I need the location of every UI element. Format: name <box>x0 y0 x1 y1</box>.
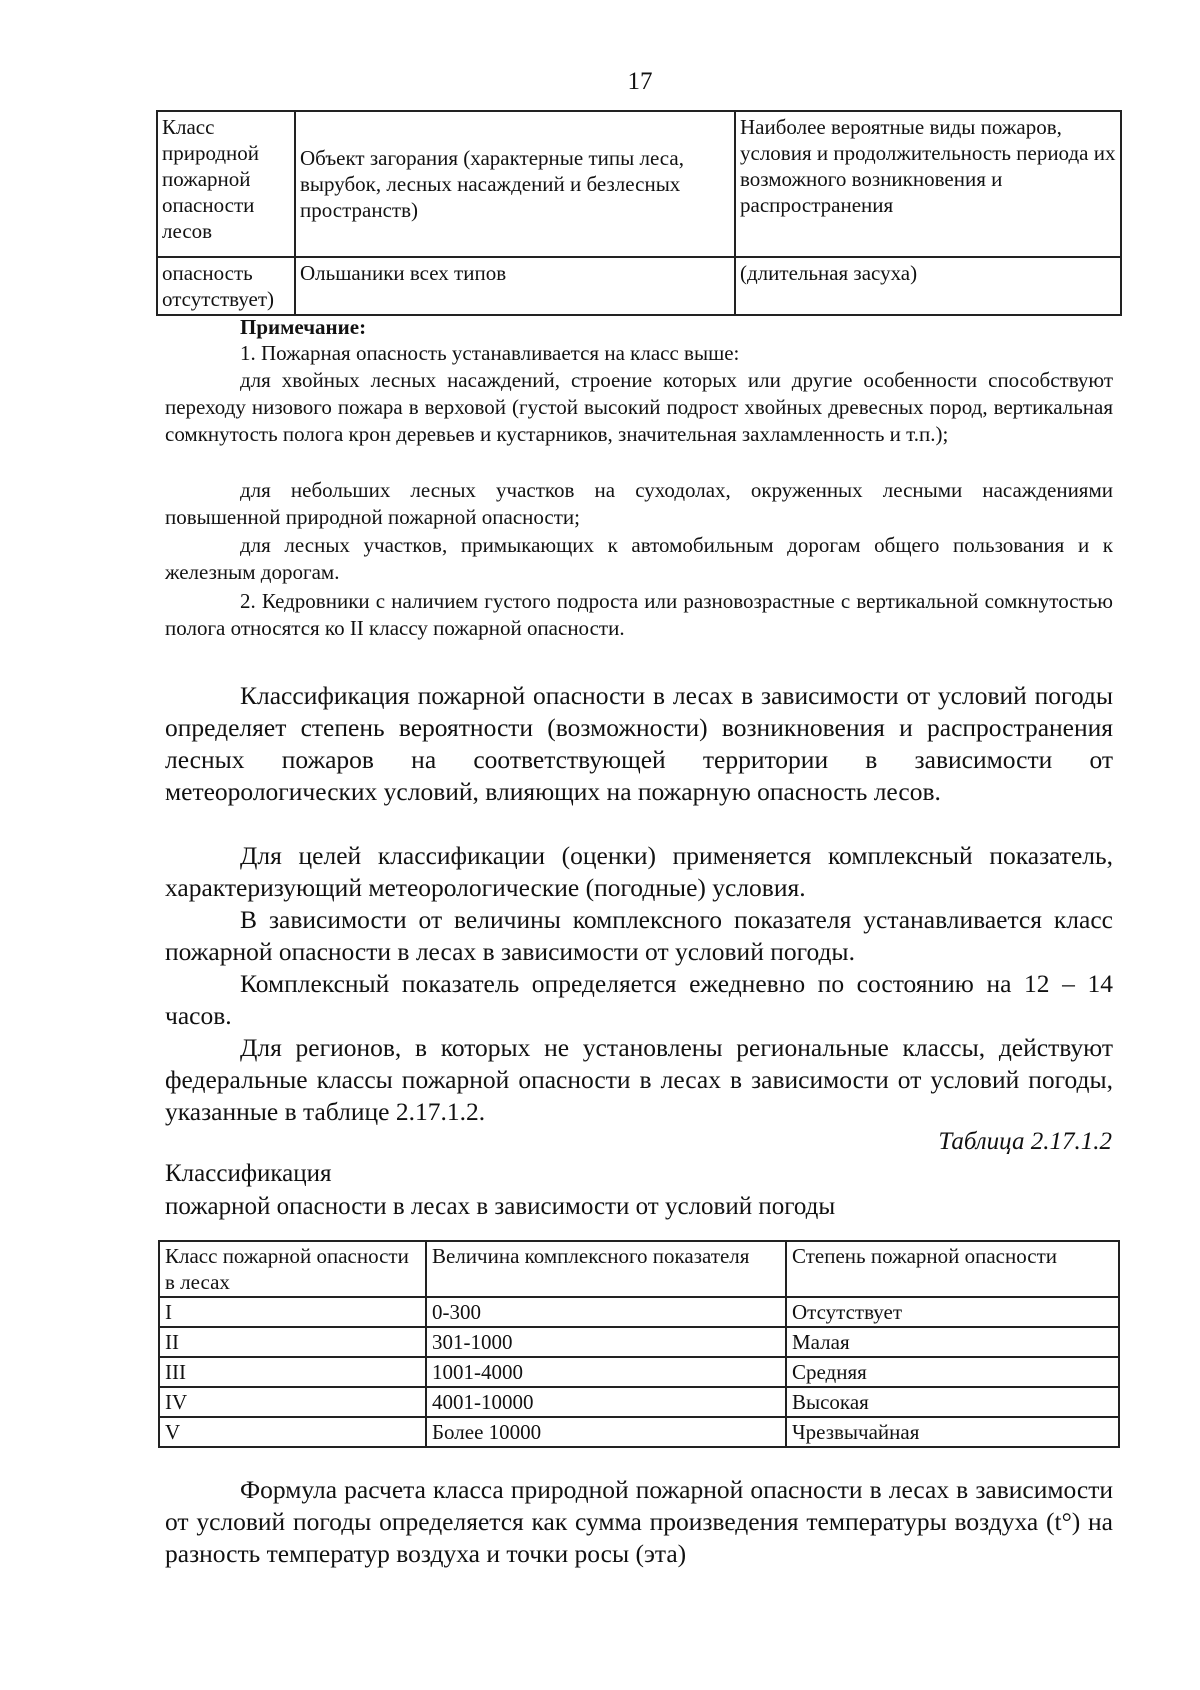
note-paragraph: для лесных участков, примыкающих к автомобильным дорогам общего пользования и к железным дорогам. <box>165 533 1113 584</box>
body-paragraph: Комплексный показатель определяется ежедневно по состоянию на 12 – 14 часов. <box>165 969 1113 1030</box>
table-cell: Средняя <box>786 1357 1119 1387</box>
header-cell-class: Класс природной пожарной опасности лесов <box>157 111 295 257</box>
table-cell: Высокая <box>786 1387 1119 1417</box>
table-cell: Чрезвычайная <box>786 1417 1119 1447</box>
note-item-2: 2. Кедровники с наличием густого подроста или разновозрастные с вертикальной сомкнутостью полога относятся ко II классу пожарной опасности. <box>165 589 1113 640</box>
table-cell: Отсутствует <box>786 1297 1119 1327</box>
table-cell: 301-1000 <box>426 1327 786 1357</box>
table-row <box>159 1357 1119 1387</box>
table-row <box>157 257 1121 315</box>
table-row <box>159 1297 1119 1327</box>
body-paragraph: В зависимости от величины комплексного показателя устанавливается класс пожарной опасности в лесах в зависимости от условий погоды. <box>165 905 1113 966</box>
table-header-row <box>159 1241 1119 1297</box>
table-cell: (длительная засуха) <box>735 257 1121 315</box>
header-cell-object: Объект загорания (характерные типы леса, вырубок, лесных насаждений и безлесных пространств) <box>295 111 735 257</box>
table-title-line2: пожарной опасности в лесах в зависимости от условий погоды <box>165 1193 836 1220</box>
table-cell: 0-300 <box>426 1297 786 1327</box>
table-row <box>159 1387 1119 1417</box>
header-cell-index: Величина комплексного показателя <box>426 1241 786 1297</box>
table-cell: опасность отсутствует) <box>157 257 295 315</box>
table-cell: III <box>159 1357 426 1387</box>
header-cell-fire-types: Наиболее вероятные виды пожаров, условия и продолжительность периода их возможного возникновения и распространения <box>735 111 1121 257</box>
table-row <box>159 1417 1119 1447</box>
table-cell: 4001-10000 <box>426 1387 786 1417</box>
header-cell-class: Класс пожарной опасности в лесах <box>159 1241 426 1297</box>
formula-paragraph: Формула расчета класса природной пожарной опасности в лесах в зависимости от условий погоды определяется как сумма произведения температуры воздуха (t°) на разность температур воздуха и точки росы (эта) <box>165 1475 1113 1568</box>
table-cell: Малая <box>786 1327 1119 1357</box>
table-cell: IV <box>159 1387 426 1417</box>
forest-class-table <box>156 110 1122 316</box>
table-row <box>159 1327 1119 1357</box>
table-cell: I <box>159 1297 426 1327</box>
note-item-1: 1. Пожарная опасность устанавливается на класс выше: <box>240 341 740 365</box>
header-cell-degree: Степень пожарной опасности <box>786 1241 1119 1297</box>
table-label: Таблица 2.17.1.2 <box>938 1128 1112 1155</box>
table-cell: Ольшаники всех типов <box>295 257 735 315</box>
table-cell: V <box>159 1417 426 1447</box>
note-paragraph: для небольших лесных участков на суходолах, окруженных лесными насаждениями повышенной природной пожарной опасности; <box>165 478 1113 529</box>
body-paragraph: Классификация пожарной опасности в лесах в зависимости от условий погоды определяет степень вероятности (возможности) возникновения и распространения лесных пожаров на соответствующей территории в зависимости от метеорологических условий, влияющих на пожарную опасность лесов. <box>165 681 1113 806</box>
body-paragraph: Для целей классификации (оценки) применяется комплексный показатель, характеризующий метеорологические (погодные) условия. <box>165 841 1113 902</box>
table-header-row <box>157 111 1121 257</box>
table-cell: 1001-4000 <box>426 1357 786 1387</box>
page-number: 17 <box>627 68 653 95</box>
body-paragraph: Для регионов, в которых не установлены региональные классы, действуют федеральные классы пожарной опасности в лесах в зависимости от условий погоды, указанные в таблице 2.17.1.2. <box>165 1033 1113 1126</box>
table-title-line1: Классификация <box>165 1160 332 1187</box>
table-cell: II <box>159 1327 426 1357</box>
table-cell: Более 10000 <box>426 1417 786 1447</box>
note-paragraph: для хвойных лесных насаждений, строение которых или другие особенности способствуют переходу низового пожара в верховой (густой высокий подрост хвойных древесных пород, вертикальная сомкнутость полога крон деревьев и кустарников, значительная захламленность и т.п.); <box>165 368 1113 446</box>
weather-fire-class-table <box>158 1240 1120 1448</box>
note-title: Примечание: <box>240 315 367 339</box>
